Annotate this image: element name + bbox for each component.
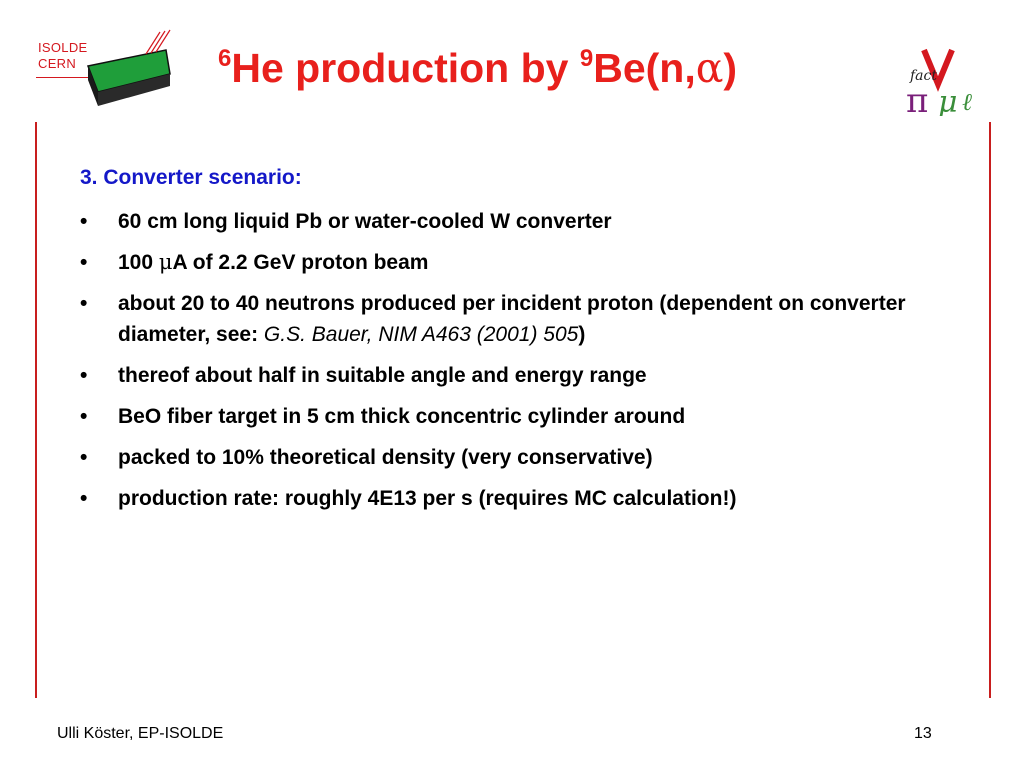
bullet-text: thereof about half in suitable angle and energy range — [118, 364, 647, 387]
title-superscript-6: 6 — [218, 45, 232, 72]
bullet-item — [80, 247, 970, 278]
bullet-text: packed to 10% theoretical density (very conservative) — [118, 446, 653, 469]
footer-author: Ulli Köster, EP-ISOLDE — [57, 725, 224, 742]
bullet-item — [80, 401, 970, 432]
bullet-dot: • — [80, 292, 88, 315]
nufact-logo-icon — [904, 44, 984, 116]
title-text-be: Be(n, — [593, 45, 696, 91]
logo-isolde-text: ISOLDE — [38, 40, 88, 55]
logo-pi-glyph: π — [906, 81, 929, 116]
logo-ell-glyph: ℓ — [962, 88, 972, 116]
citation-reference: G.S. Bauer, NIM A463 (2001) 505 — [263, 323, 579, 346]
title-close-paren: ) — [723, 45, 738, 91]
bullet-item — [80, 483, 970, 514]
bullet-list — [80, 206, 970, 514]
bullet-item — [80, 442, 970, 473]
title-superscript-9: 9 — [579, 45, 594, 72]
left-border-rule — [35, 122, 37, 698]
bullet-dot: • — [80, 210, 88, 233]
bullet-dot: • — [80, 487, 88, 510]
bullet-text-post: A of 2.2 GeV proton beam — [172, 251, 429, 274]
target-block-icon — [34, 26, 204, 116]
bullet-text: about 20 to 40 neutrons produced per incident proton (dependent on converter diameter, see: — [118, 292, 906, 346]
title-text-he: He production by — [231, 45, 580, 91]
bullet-text: 60 cm long liquid Pb or water-cooled W converter — [118, 210, 612, 233]
bullet-item — [80, 288, 970, 350]
slide-body — [80, 164, 970, 524]
bullet-item — [80, 206, 970, 237]
page-number: 13 — [914, 725, 932, 742]
logo-mu-glyph: μ — [938, 85, 958, 116]
bullet-dot: • — [80, 446, 88, 469]
factual-logo — [904, 44, 984, 116]
bullet-dot: • — [80, 405, 88, 428]
bullet-text-end: ) — [578, 323, 586, 346]
logo-fact-text: fact — [910, 68, 937, 84]
bullet-text-pre: 100 — [118, 251, 159, 274]
logo-cern-text: CERN — [38, 56, 77, 71]
right-border-rule — [989, 122, 991, 698]
micro-symbol: μ — [158, 250, 173, 274]
section-heading: 3. Converter scenario: — [80, 166, 302, 189]
bullet-dot: • — [80, 364, 88, 387]
isolde-cern-logo — [34, 26, 204, 116]
bullet-text: production rate: roughly 4E13 per s (requires MC calculation!) — [118, 487, 737, 510]
bullet-item — [80, 360, 970, 391]
bullet-dot: • — [80, 251, 88, 274]
bullet-text: BeO fiber target in 5 cm thick concentric cylinder around — [118, 405, 686, 428]
slide-title — [218, 44, 737, 92]
title-alpha: α — [695, 44, 724, 92]
